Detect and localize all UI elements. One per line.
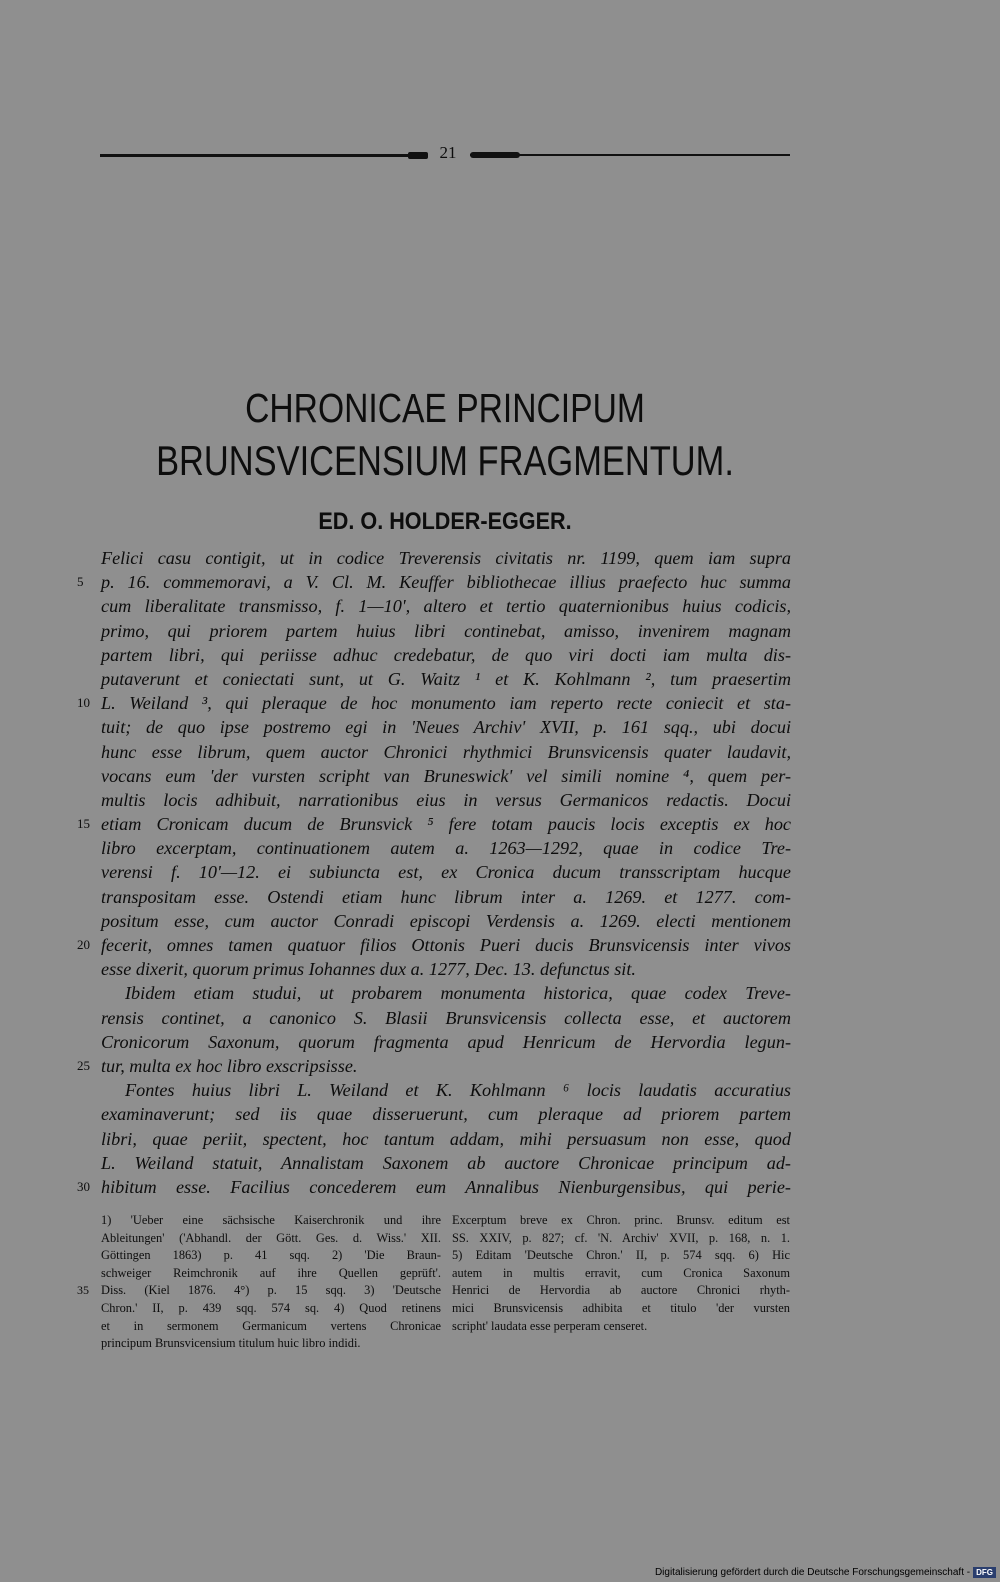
credit-text: Digitalisierung gefördert durch die Deutsche Forschungsgemeinschaft - — [654, 1567, 971, 1578]
body_lines-line — [77, 812, 791, 836]
body_lines-line — [101, 667, 791, 691]
line-text: Diss. (Kiel 1876. 4°) p. 15 sqq. 3) 'Deutsche — [101, 1283, 441, 1298]
line-text: Henrici de Hervordia ab auctore Chronici rhyth- — [452, 1283, 790, 1298]
body_lines-line — [77, 1054, 791, 1078]
body_lines-line — [101, 594, 791, 618]
line-text: Göttingen 1863) p. 41 sqq. 2) 'Die Braun- — [101, 1248, 441, 1263]
footnotes_right-line — [452, 1282, 790, 1300]
line-text: Chron.' II, p. 439 sqq. 574 sq. 4) Quod retinens — [101, 1300, 441, 1315]
line-text: vocans eum 'der vursten scripht van Bruneswick' vel simili nomine ⁴, quem per- — [101, 765, 791, 786]
line-number: 10 — [77, 695, 90, 711]
line-text: Ibidem etiam studui, ut probarem monumenta historica, quae codex Treve- — [125, 983, 791, 1004]
line-text: putaverunt et coniectati sunt, ut G. Waitz ¹ et K. Kohlmann ², tum praesertim — [101, 668, 791, 689]
body_lines-line — [101, 788, 791, 812]
body_lines-line — [101, 909, 791, 933]
title-line-1: CHRONICAE PRINCIPUM — [245, 385, 645, 431]
footnotes_left-line — [101, 1265, 441, 1283]
footnotes_left-line — [101, 1212, 441, 1230]
line-text: rensis continet, a canonico S. Blasii Brunsvicensis collecta esse, et auctorem — [101, 1007, 791, 1028]
body-text — [77, 546, 791, 1199]
body_lines-line — [101, 836, 791, 860]
page-header — [100, 143, 790, 167]
body_lines-line — [101, 860, 791, 884]
footnotes_right-line — [452, 1212, 790, 1230]
digitization-credit — [655, 1567, 996, 1578]
header-rule-left — [100, 154, 425, 157]
line-text: schweiger Reimchronik auf ihre Quellen geprüft'. — [101, 1265, 441, 1280]
line-number: 25 — [77, 1057, 90, 1073]
line-text: tur, multa ex hoc libro exscripsisse. — [101, 1055, 358, 1076]
footnotes_right-line — [452, 1230, 790, 1248]
line-text: principum Brunsvicensium titulum huic libro indidi. — [101, 1336, 361, 1351]
body_lines-line — [101, 957, 791, 981]
line-text: autem in multis erravit, cum Cronica Saxonum — [452, 1265, 790, 1280]
line-text: positum esse, cum auctor Conradi episcopi Verdensis a. 1269. electi mentionem — [101, 910, 791, 931]
line-text: esse dixerit, quorum primus Iohannes dux a. 1277, Dec. 13. defunctus sit. — [101, 959, 636, 980]
body_lines-line — [101, 764, 791, 788]
line-number: 15 — [77, 816, 90, 832]
body_lines-line — [101, 643, 791, 667]
line-text: fecerit, omnes tamen quatuor filios Ottonis Pueri ducis Brunsvicensis inter vivos — [101, 935, 791, 955]
footnotes_right-line — [452, 1247, 790, 1265]
footnotes-right-column — [452, 1212, 790, 1335]
body_lines-line — [101, 1127, 791, 1151]
line-text: hunc esse librum, quem auctor Chronici rhythmici Brunsvicensis quater laudavit, — [101, 741, 791, 762]
line-text: hibitum esse. Facilius concederem eum Annalibus Nienburgensibus, qui perie- — [101, 1176, 791, 1197]
body_lines-line — [101, 546, 791, 570]
line-text: 1) 'Ueber eine sächsische Kaiserchronik und ihre — [101, 1213, 441, 1227]
line-text: Ableitungen' ('Abhandl. der Gött. Ges. d. Wiss.' XII. — [101, 1230, 441, 1245]
dfg-logo: DFG — [973, 1567, 996, 1578]
footnotes_left-line — [77, 1282, 441, 1300]
line-text: Felici casu contigit, ut in codice Treverensis civitatis nr. 1199, quem iam supra — [101, 548, 791, 568]
line-text: Excerptum breve ex Chron. princ. Brunsv. editum est — [452, 1213, 790, 1227]
footnotes_left-line — [101, 1247, 441, 1265]
footnotes-left-column — [77, 1212, 441, 1353]
page-number: 21 — [439, 143, 457, 162]
line-number: 20 — [77, 937, 90, 952]
line-text: examinaverunt; sed iis quae disseruerunt, cum pleraque ad priorem partem — [101, 1104, 791, 1125]
body_lines-line — [77, 1175, 791, 1199]
line-number: 30 — [77, 1178, 90, 1194]
line-text: transpositam esse. Ostendi etiam hunc librum inter a. 1269. et 1277. com- — [101, 886, 791, 907]
line-text: libro excerptam, continuationem autem a. 1263—1292, quae in codice Tre- — [101, 838, 791, 859]
editor-line: ED. O. HOLDER-EGGER. — [318, 508, 572, 535]
line-text: 5) Editam 'Deutsche Chron.' II, p. 574 sqq. 6) Hic — [452, 1248, 790, 1263]
footnotes_left-line — [101, 1335, 441, 1353]
body_lines-line — [77, 570, 791, 594]
line-text: libri, quae periit, spectent, hoc tantum addam, mihi persuasum non esse, quod — [101, 1128, 791, 1149]
line-text: L. Weiland statuit, Annalistam Saxonem ab auctore Chronicae principum ad- — [101, 1152, 791, 1173]
body_lines-line — [101, 1006, 791, 1030]
line-text: mici Brunsvicensis adhibita et titulo 'der vursten — [452, 1300, 790, 1315]
line-text: primo, qui priorem partem huius libri continebat, amisso, invenirem magnam — [101, 620, 791, 641]
line-text: Fontes huius libri L. Weiland et K. Kohlmann ⁶ locis laudatis accuratius — [125, 1080, 791, 1101]
body_lines-line — [101, 715, 791, 739]
footnotes_left-line — [101, 1318, 441, 1336]
body_lines-line — [77, 933, 791, 957]
line-number: 35 — [77, 1283, 89, 1298]
line-text: L. Weiland ³, qui pleraque de hoc monumento iam reperto recte coniecit et sta- — [101, 693, 791, 714]
body_lines-line — [77, 691, 791, 715]
body_lines-line — [101, 740, 791, 764]
body_lines-line — [101, 619, 791, 643]
footnotes_right-line — [452, 1300, 790, 1318]
line-text: etiam Cronicam ducum de Brunsvick ⁵ fere totam paucis locis exceptis ex hoc — [101, 814, 791, 835]
body_lines-line — [101, 1102, 791, 1126]
title-line-2: BRUNSVICENSIUM FRAGMENTUM. — [156, 437, 734, 484]
line-text: partem libri, qui periisse adhuc credebatur, de quo viri docti iam multa dis- — [101, 644, 791, 665]
line-text: scripht' laudata esse perperam censeret. — [452, 1318, 648, 1333]
line-text: multis locis adhibuit, narrationibus eius in versus Germanicos redactis. Docui — [101, 789, 791, 810]
line-text: et in sermonem Germanicum vertens Chronicae — [101, 1318, 441, 1333]
line-text: SS. XXIV, p. 827; cf. 'N. Archiv' XVII, p. 168, n. 1. — [452, 1230, 790, 1245]
body_lines-line — [101, 1030, 791, 1054]
footnotes_right-line — [452, 1265, 790, 1283]
line-text: Cronicorum Saxonum, quorum fragmenta apud Henricum de Hervordia legun- — [101, 1031, 791, 1052]
line-text: verensi f. 10'—12. ei subiuncta est, ex Cronica ducum transscriptam hucque — [101, 862, 791, 883]
body_lines-line — [101, 981, 791, 1005]
line-number: 5 — [77, 574, 84, 590]
footnotes_right-line — [452, 1318, 790, 1336]
line-text: p. 16. commemoravi, a V. Cl. M. Keuffer bibliothecae illius praefecto huc summa — [101, 572, 791, 593]
line-text: cum liberalitate transmisso, f. 1—10', altero et tertio quaternionibus huius codicis, — [101, 596, 791, 617]
body_lines-line — [101, 885, 791, 909]
footnotes_left-line — [101, 1300, 441, 1318]
line-text: tuit; de quo ipse postremo egi in 'Neues Archiv' XVII, p. 161 sqq., ubi docui — [101, 717, 791, 738]
body_lines-line — [101, 1078, 791, 1102]
header-rule-right — [470, 154, 790, 156]
body_lines-line — [101, 1151, 791, 1175]
footnotes_left-line — [101, 1230, 441, 1248]
